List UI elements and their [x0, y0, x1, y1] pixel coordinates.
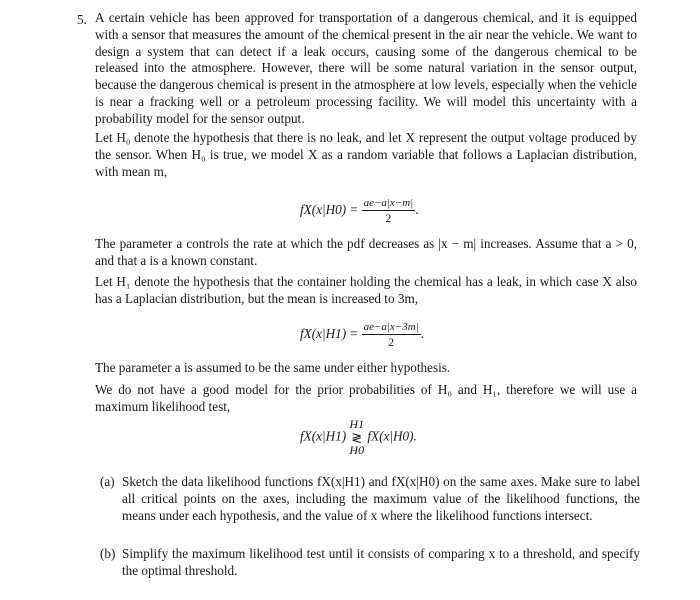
part-a — [100, 474, 640, 524]
eq1-denominator: 2 — [385, 211, 392, 225]
part-b-text: Simplify the maximum likelihood test until it consists of comparing x to a threshold, and specify the optimal threshold. — [122, 546, 640, 578]
eq3-decision-stack — [349, 418, 364, 457]
eq2-denominator: 2 — [388, 335, 395, 349]
eq2-numerator: ae−a|x−3m| — [363, 321, 419, 333]
question-number: 5. — [77, 12, 87, 27]
intro-paragraph: A certain vehicle has been approved for transportation of a dangerous chemical, and it is equipped with a sensor that measures the amount of the chemical present in the air near the vehicle. We want to design a system that can detect if a leak occurs, causing some of the dangerous chemical to be released into the atmosphere. However, there will be some natural variation in the sensor output, because the dangerous chemical is present in the atmosphere at low levels, especially when the vehicle is near a fracking well or a petroleum processing facility. We will model this uncertainty with a probability model for the sensor output. — [95, 10, 637, 126]
equation-h0-pdf — [300, 196, 419, 226]
eq3-comparison-symbol: ≷ — [351, 430, 363, 445]
part-b — [100, 546, 640, 580]
part-b-label: (b) — [100, 546, 116, 561]
eq1-lhs: fX(x|H0) = — [300, 202, 359, 218]
eq3-rhs: fX(x|H0). — [367, 428, 417, 444]
ml-test-paragraph: We do not have a good model for the prior probabilities of H₀ and H₁, therefore we will use a maximum likelihood test, — [95, 382, 637, 414]
parameter-a-paragraph: The parameter a controls the rate at which the pdf decreases as |x − m| increases. Assume that a > 0, and that a is a known constant. — [95, 236, 637, 268]
eq2-lhs: fX(x|H1) = — [300, 326, 359, 342]
equation-ml-test — [300, 418, 417, 457]
eq2-period: . — [420, 326, 424, 342]
equation-h1-pdf — [300, 320, 424, 350]
part-a-label: (a) — [100, 474, 115, 489]
eq3-top-hypothesis: H1 — [349, 417, 365, 431]
h1-definition-paragraph: Let H₁ denote the hypothesis that the container holding the chemical has a leak, in which case X also has a Laplacian distribution, but the mean is increased to 3m, — [95, 274, 637, 306]
eq2-fraction — [362, 320, 421, 350]
eq3-bottom-hypothesis: H0 — [349, 443, 365, 457]
eq1-period: . — [415, 202, 419, 218]
eq1-numerator: ae−a|x−m| — [363, 197, 414, 209]
eq1-fraction — [362, 196, 419, 226]
part-a-text: Sketch the data likelihood functions fX(x|H1) and fX(x|H0) on the same axes. Make sure to label all critical points on the axes, including the maximum value of the likelihood functions, the means under each hypothesis, and the value of x where the likelihood functions intersect. — [122, 474, 640, 523]
h0-definition-paragraph: Let H₀ denote the hypothesis that there is no leak, and let X represent the output voltage produced by the sensor. When H₀ is true, we model X as a random variable that follows a Laplacian distribution, with mean m, — [95, 130, 637, 179]
eq3-lhs: fX(x|H1) — [300, 428, 347, 444]
same-parameter-paragraph: The parameter a is assumed to be the same under either hypothesis. — [95, 360, 451, 375]
